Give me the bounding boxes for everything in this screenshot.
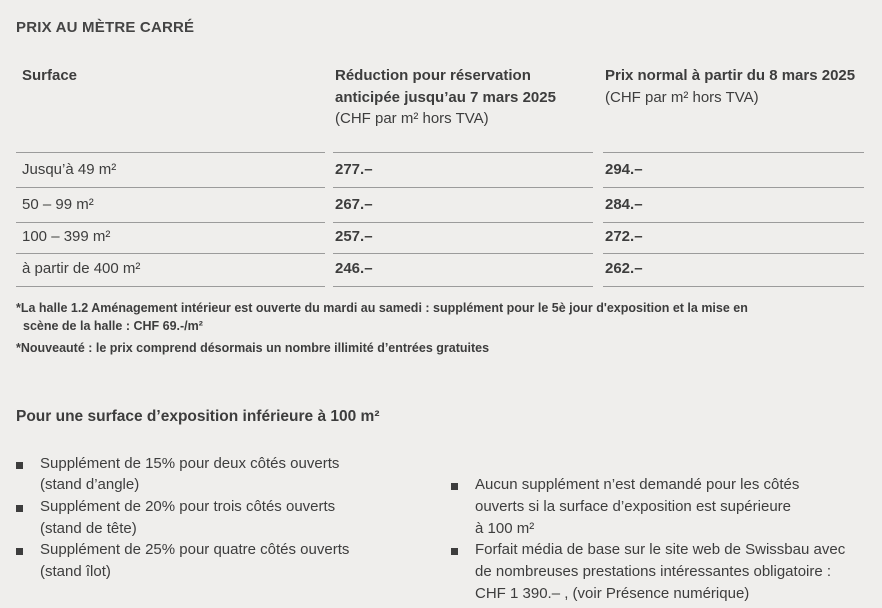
row-divider: [603, 222, 864, 223]
header-early-price-label: Réduction pour réservation anticipée jusqu’au 7 mars 2025: [335, 67, 556, 106]
section-title: PRIX AU MÈTRE CARRÉ: [16, 19, 195, 36]
bullet-icon: [451, 548, 458, 555]
early-price-cell: 257.–: [335, 228, 373, 245]
list-item-line: de nombreuses prestations intéressantes obligatoire :: [475, 563, 832, 580]
list-item-line: (stand d’angle): [40, 476, 140, 493]
row-divider: [603, 187, 864, 188]
normal-price-cell: 294.–: [605, 161, 643, 178]
surface-cell: 100 – 399 m²: [22, 228, 111, 245]
list-item-line: CHF 1 390.– , (voir Présence numérique): [475, 585, 750, 602]
header-early-price-unit: (CHF par m² hors TVA): [335, 110, 489, 127]
row-divider: [16, 253, 325, 254]
bullet-icon: [16, 548, 23, 555]
row-divider: [16, 152, 325, 153]
row-divider: [333, 222, 593, 223]
row-divider: [16, 286, 325, 287]
list-item-line: Aucun supplément n’est demandé pour les côtés: [475, 476, 800, 493]
row-divider: [333, 253, 593, 254]
normal-price-cell: 272.–: [605, 228, 643, 245]
header-surface: [22, 65, 312, 87]
header-normal-price: [605, 65, 860, 108]
surface-cell: Jusqu’à 49 m²: [22, 161, 117, 178]
header-surface-label: Surface: [22, 67, 78, 84]
normal-price-cell: 284.–: [605, 196, 643, 213]
list-item-line: Supplément de 15% pour deux côtés ouverts: [40, 455, 340, 472]
row-divider: [333, 152, 593, 153]
row-divider: [333, 286, 593, 287]
early-price-cell: 277.–: [335, 161, 373, 178]
footnote-novelty: *Nouveauté : le prix comprend désormais un nombre illimité d’entrées gratuites: [16, 341, 490, 355]
list-item-line: ouverts si la surface d’exposition est supérieure: [475, 498, 791, 515]
header-normal-price-unit: (CHF par m² hors TVA): [605, 88, 759, 106]
bullet-icon: [16, 505, 23, 512]
header-normal-price-label: Prix normal à partir du 8 mars 2025: [605, 67, 856, 84]
bullet-icon: [16, 462, 23, 469]
early-price-cell: 246.–: [335, 260, 373, 277]
header-early-price: [335, 65, 590, 130]
row-divider: [16, 222, 325, 223]
bullet-icon: [451, 483, 458, 490]
footnote-hall: *La halle 1.2 Aménagement intérieur est ouverte du mardi au samedi : supplément pour le 5è jour d'exposition et la mise en: [16, 301, 748, 315]
normal-price-cell: 262.–: [605, 260, 643, 277]
surface-cell: à partir de 400 m²: [22, 260, 141, 277]
row-divider: [603, 152, 864, 153]
list-item-line: Forfait média de base sur le site web de Swissbau avec: [475, 541, 846, 558]
list-item-line: Supplément de 25% pour quatre côtés ouverts: [40, 541, 350, 558]
list-item-line: Supplément de 20% pour trois côtés ouverts: [40, 498, 336, 515]
early-price-cell: 267.–: [335, 196, 373, 213]
list-item-line: (stand de tête): [40, 520, 137, 537]
row-divider: [333, 187, 593, 188]
row-divider: [603, 253, 864, 254]
surface-cell: 50 – 99 m²: [22, 196, 94, 213]
footnote-hall-cont: scène de la halle : CHF 69.-/m²: [23, 319, 203, 333]
list-item-line: à 100 m²: [475, 520, 535, 537]
row-divider: [603, 286, 864, 287]
subtitle: Pour une surface d’exposition inférieure à 100 m²: [16, 408, 380, 425]
list-item-line: (stand îlot): [40, 563, 111, 580]
row-divider: [16, 187, 325, 188]
